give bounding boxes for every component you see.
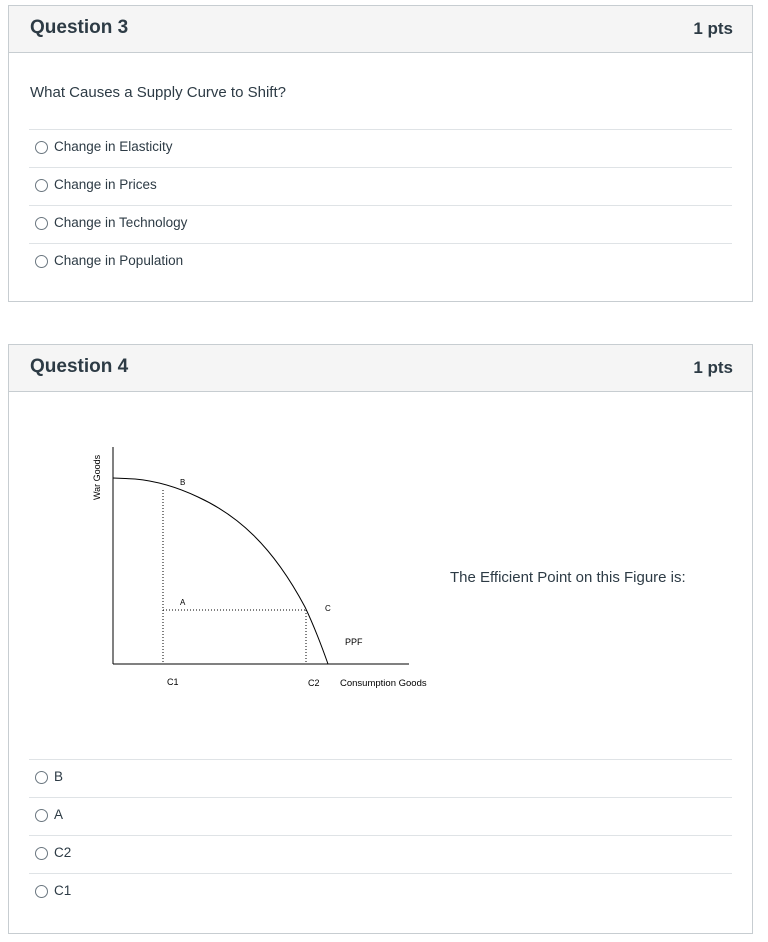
q3-answer-option[interactable] (29, 243, 732, 281)
answer-label[interactable]: Change in Technology (54, 215, 188, 230)
point-c-label: C (325, 604, 331, 613)
radio-button[interactable] (35, 255, 48, 268)
question-3-header (9, 6, 752, 53)
ppf-figure (87, 435, 447, 695)
q4-answer-option[interactable] (29, 873, 732, 911)
y-axis-label: War Goods (92, 454, 102, 500)
radio-button[interactable] (35, 809, 48, 822)
q4-answer-option[interactable] (29, 759, 732, 797)
answer-label[interactable]: Change in Population (54, 253, 184, 268)
question-4-card (8, 344, 753, 934)
radio-button[interactable] (35, 771, 48, 784)
q3-answer-option[interactable] (29, 167, 732, 205)
answer-label[interactable]: C2 (54, 845, 72, 860)
x-axis-label: Consumption Goods (340, 678, 427, 689)
ppf-label: PPF (345, 637, 363, 647)
q4-answer-option[interactable] (29, 797, 732, 835)
radio-button[interactable] (35, 217, 48, 230)
q3-answer-option[interactable] (29, 129, 732, 167)
question-3-points: 1 pts (693, 19, 733, 38)
radio-button[interactable] (35, 885, 48, 898)
question-3-answers (29, 129, 732, 281)
answer-label[interactable]: Change in Prices (54, 177, 157, 192)
answer-label[interactable]: A (54, 807, 64, 822)
question-3-title: Question 3 (30, 17, 129, 38)
ppf-curve (113, 478, 328, 664)
radio-button[interactable] (35, 179, 48, 192)
q3-answer-option[interactable] (29, 205, 732, 243)
answer-label[interactable]: B (54, 769, 64, 784)
question-4-points: 1 pts (693, 358, 733, 377)
tick-c2-label: C2 (308, 678, 320, 688)
question-3-card (8, 5, 753, 302)
question-4-text: The Efficient Point on this Figure is: (450, 569, 686, 586)
question-3-text: What Causes a Supply Curve to Shift? (30, 84, 286, 101)
point-b-label: B (180, 478, 186, 487)
tick-c1-label: C1 (167, 677, 179, 687)
question-4-header (9, 345, 752, 392)
answer-label[interactable]: C1 (54, 883, 72, 898)
q4-answer-option[interactable] (29, 835, 732, 873)
question-4-title: Question 4 (30, 356, 129, 377)
radio-button[interactable] (35, 141, 48, 154)
radio-button[interactable] (35, 847, 48, 860)
point-a-label: A (180, 598, 186, 607)
question-4-answers (29, 759, 732, 911)
answer-label[interactable]: Change in Elasticity (54, 139, 173, 154)
